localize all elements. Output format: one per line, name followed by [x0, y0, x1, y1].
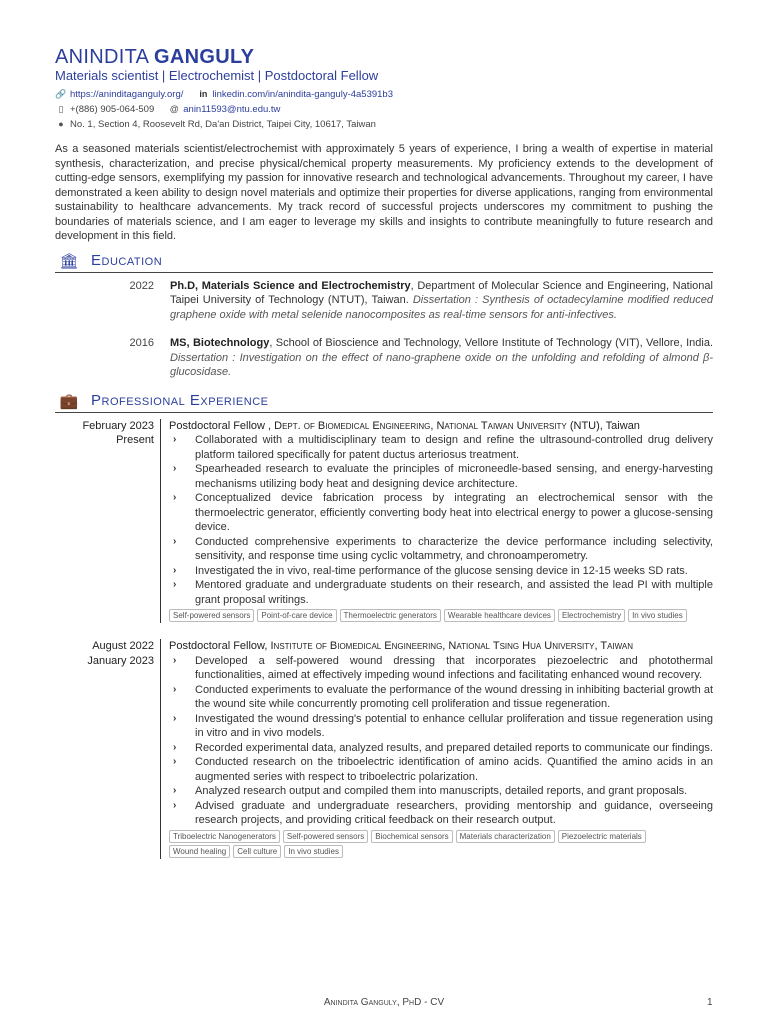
- experience-bullets: [169, 433, 713, 607]
- skill-tag: Piezoelectric materials: [558, 830, 646, 843]
- position-title: Materials scientist | Electrochemist | Postdoctoral Fellow: [55, 68, 379, 83]
- website-item[interactable]: [55, 87, 183, 102]
- first-name: ANINDITA: [55, 46, 149, 68]
- experience-org: Institute of Biomedical Engineering, National Tsing Hua University, Taiwan: [270, 640, 634, 652]
- education-body: [170, 336, 713, 380]
- bullet-item: [169, 712, 713, 741]
- chevron-right-icon: ›: [173, 785, 177, 796]
- skill-tag: Wearable healthcare devices: [444, 609, 555, 622]
- skill-tag: Triboelectric Nanogenerators: [169, 830, 280, 843]
- phone-item: [55, 102, 154, 117]
- bullet-item: [169, 654, 713, 683]
- skill-tag: Biochemical sensors: [371, 830, 452, 843]
- email-link[interactable]: anin11593@ntu.edu.tw: [183, 104, 281, 115]
- bullet-item: [169, 799, 713, 828]
- bullet-item: [169, 535, 713, 564]
- briefcase-icon: 💼: [59, 392, 79, 410]
- skill-tag: Materials characterization: [456, 830, 555, 843]
- bullet-item: [169, 491, 713, 535]
- experience-org-suffix: (NTU), Taiwan: [566, 419, 640, 432]
- linkedin-icon: in: [199, 89, 208, 99]
- education-year: 2016: [129, 337, 154, 349]
- linkedin-link[interactable]: linkedin.com/in/anindita-ganguly-4a5391b3: [212, 89, 394, 100]
- bullet-text: Conducted experiments to evaluate the performance of the wound dressing in inhibiting bacterial growth at the wound site while concurrently promoting cell proliferation and tissue regeneration.: [195, 683, 713, 710]
- chevron-right-icon: ›: [173, 492, 177, 503]
- education-institution: , School of Bioscience and Technology, Vellore Institute of Technology (VIT), Vellore, India.: [269, 337, 714, 349]
- chevron-right-icon: ›: [173, 434, 177, 445]
- link-icon: 🔗: [55, 89, 67, 99]
- skill-tag: Thermoelectric generators: [340, 609, 441, 622]
- experience-body: [160, 639, 713, 859]
- email-item[interactable]: [168, 102, 280, 117]
- skill-tag: In vivo studies: [284, 845, 343, 858]
- linkedin-item[interactable]: [197, 87, 393, 102]
- bullet-item: [169, 683, 713, 712]
- experience-entry: [55, 639, 713, 859]
- skill-tag: Self-powered sensors: [169, 609, 254, 622]
- bullet-text: Advised graduate and undergraduate researchers, providing mentorship and guidance, overseeing research projects, and providing critical feedback on their research output.: [195, 799, 713, 826]
- experience-list: [55, 419, 713, 859]
- chevron-right-icon: ›: [173, 756, 177, 767]
- experience-body: [160, 419, 713, 624]
- skill-tag: Electrochemistry: [558, 609, 625, 622]
- bullet-item: [169, 578, 713, 607]
- bullet-text: Collaborated with a multidisciplinary team to design and refine the ultrasound-controlled drug delivery platform tailored specifically for patent ductus arteriosus treatment.: [195, 434, 713, 461]
- experience-dates: [55, 419, 160, 624]
- skill-tags: [169, 829, 713, 859]
- chevron-right-icon: ›: [173, 683, 177, 695]
- map-pin-icon: ●: [58, 119, 64, 129]
- bullet-text: Conducted research on the triboelectric identification of amino acids. Quantified the amino acids in an augmented series with respect to triboelectric polarization.: [195, 756, 713, 783]
- institution-icon: 🏛: [59, 252, 79, 270]
- address-item: [55, 117, 376, 132]
- bullet-text: Conceptualized device fabrication process by integrating an electrochemical sensor with the thermoelectric generator, efficiently converting body heat into electrical energy to power a glucose-sensing device.: [195, 492, 713, 533]
- skill-tag: Cell culture: [233, 845, 281, 858]
- bullet-text: Mentored graduate and undergraduate students on their research, and assisted the lead PI with multiple grant proposal writings.: [195, 579, 713, 606]
- education-title: Education: [91, 252, 163, 269]
- website-link[interactable]: https://aninditaganguly.org/: [70, 89, 184, 100]
- page-number: 1: [707, 997, 713, 1008]
- bullet-text: Conducted comprehensive experiments to characterize the device performance including selectivity, sensitivity, and response time using cyclic voltammetry, and chronoamperometry.: [195, 535, 713, 562]
- experience-role: Postdoctoral Fellow,: [169, 640, 271, 652]
- education-degree: Ph.D, Materials Science and Electrochemistry: [170, 279, 411, 292]
- experience-org: Dept. of Biomedical Engineering, National Taiwan University: [274, 419, 567, 432]
- education-year: 2022: [129, 279, 154, 292]
- experience-dates: [55, 639, 160, 859]
- education-entry: [55, 279, 713, 323]
- education-dissertation: Dissertation : Investigation on the effect of nano-graphene oxide on the unfolding and refolding of almond β-glucosidase.: [170, 351, 713, 378]
- skill-tags: [169, 608, 713, 623]
- skill-tag: Point-of-care device: [257, 609, 336, 622]
- experience-start: August 2022: [92, 640, 154, 652]
- bullet-text: Spearheaded research to evaluate the principles of microneedle-based sensing, and energy-harvesting mechanisms utilizing body heat and designing device architecture.: [195, 463, 713, 490]
- education-degree: MS, Biotechnology: [170, 337, 270, 349]
- experience-heading: [55, 390, 713, 413]
- at-icon: @: [169, 104, 179, 114]
- contact-block: [55, 87, 713, 132]
- skill-tag: Self-powered sensors: [283, 830, 368, 843]
- cv-name: [55, 46, 713, 68]
- education-institution: , Department of Molecular Science and Engineering, National Taipei University of Technology (NTUT), Taiwan.: [170, 279, 713, 306]
- education-dissertation: Dissertation : Synthesis of octadecylamine modified reduced graphene oxide with metal selenide nanocomposites as real-time sensors for anti-infectives.: [170, 294, 713, 321]
- bullet-text: Developed a self-powered wound dressing that incorporates piezoelectric and photothermal functionalities, aimed at effectively impeding wound infections and facilitating enhanced wound recovery.: [195, 654, 713, 681]
- chevron-right-icon: ›: [173, 741, 177, 753]
- education-body: [170, 279, 713, 323]
- chevron-right-icon: ›: [173, 579, 177, 590]
- phone-icon: ▯: [58, 104, 64, 114]
- experience-end: January 2023: [87, 654, 154, 667]
- bullet-item: [169, 755, 713, 784]
- education-list: [55, 279, 713, 380]
- bullet-text: Investigated the in vivo, real-time performance of the glucose sensing device in 12-15 weeks SD rats.: [195, 564, 688, 577]
- experience-start: February 2023: [82, 419, 154, 432]
- chevron-right-icon: ›: [173, 535, 177, 547]
- address-text: No. 1, Section 4, Roosevelt Rd, Da'an District, Taipei City, 10617, Taiwan: [70, 119, 376, 130]
- bullet-item: [169, 784, 713, 799]
- experience-title: [169, 639, 713, 654]
- bullet-item: [169, 433, 713, 462]
- last-name: GANGULY: [154, 46, 255, 68]
- chevron-right-icon: ›: [173, 712, 177, 724]
- chevron-right-icon: ›: [173, 799, 177, 811]
- education-heading: [55, 250, 713, 273]
- experience-entry: [55, 419, 713, 624]
- phone-text: +(886) 905-064-509: [70, 104, 155, 115]
- chevron-right-icon: ›: [173, 654, 177, 666]
- bullet-item: [169, 462, 713, 491]
- skill-tag: Wound healing: [169, 845, 230, 858]
- chevron-right-icon: ›: [173, 463, 177, 474]
- bullet-text: Recorded experimental data, analyzed results, and prepared detailed reports to communicate our findings.: [195, 741, 713, 754]
- education-entry: [55, 336, 713, 380]
- experience-title: [169, 419, 713, 434]
- bullet-item: [169, 741, 713, 756]
- experience-role: Postdoctoral Fellow ,: [169, 419, 275, 432]
- chevron-right-icon: ›: [173, 564, 177, 576]
- experience-end: Present: [116, 434, 154, 446]
- bullet-text: Investigated the wound dressing's potential to enhance cellular proliferation and tissue regeneration using in vitro and in vivo models.: [195, 712, 713, 739]
- experience-bullets: [169, 654, 713, 828]
- summary-paragraph: As a seasoned materials scientist/electrochemist with approximately 5 years of experience, I bring a wealth of expertise in material synthesis, characterization, and precise physical/chemical property measurements. My proficiency extends to the development of cutting-edge sensors, exemplifying my passion for innovative research and technological advancements. Throughout my career, I have demonstrated a keen ability to design novel materials and optimize their properties for diverse applications, ranging from environmental sustainability to healthcare advancements. My track record of successful projects underscores my commitment to pushing the boundaries of materials science, and I am eager to leverage my skills and insights to contribute meaningfully to future research and development in this field.: [55, 143, 713, 242]
- bullet-item: [169, 564, 713, 579]
- experience-title: Professional Experience: [91, 392, 269, 409]
- footer-text: Anindita Ganguly, PhD - CV: [323, 997, 445, 1008]
- cv-page: [55, 46, 713, 859]
- skill-tag: In vivo studies: [628, 609, 687, 622]
- bullet-text: Analyzed research output and compiled them into manuscripts, detailed reports, and grant proposals.: [195, 785, 688, 797]
